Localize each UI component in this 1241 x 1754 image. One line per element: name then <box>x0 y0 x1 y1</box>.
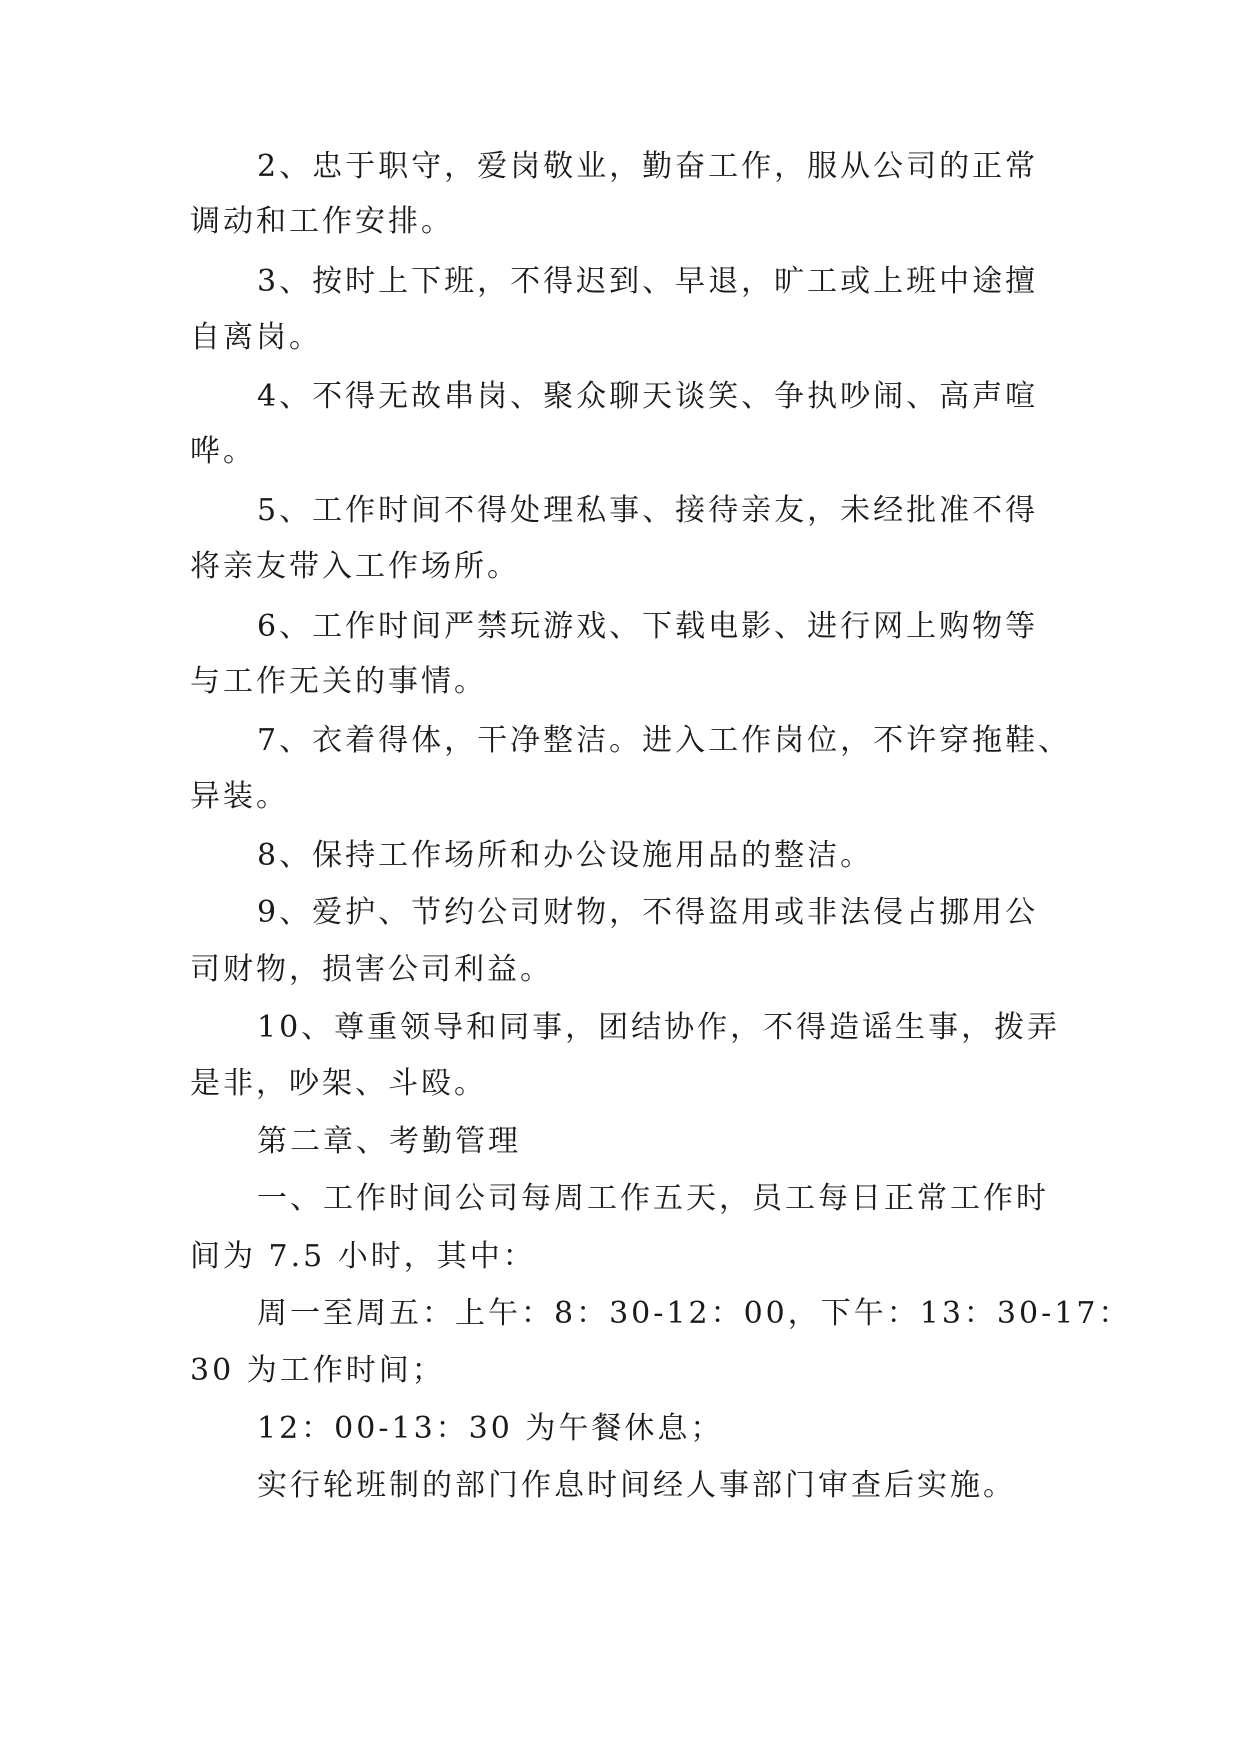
chapter-2-heading: 第二章、考勤管理 <box>257 1124 521 1159</box>
rule-10-line-1: 10、尊重领导和同事，团结协作，不得造谣生事，拨弄 <box>257 1010 1061 1045</box>
rule-9-line-2: 司财物，损害公司利益。 <box>190 952 553 987</box>
rule-5-line-2: 将亲友带入工作场所。 <box>190 549 520 584</box>
schedule-line-1: 周一至周五：上午：8：30-12：00，下午：13：30-17： <box>257 1296 1132 1331</box>
rule-3-line-2: 自离岗。 <box>190 320 322 355</box>
rule-5-line-1: 5、工作时间不得处理私事、接待亲友，未经批准不得 <box>257 493 1039 528</box>
work-time-line-2: 间为 7.5 小时，其中： <box>190 1239 536 1274</box>
rule-6-line-1: 6、工作时间严禁玩游戏、下载电影、进行网上购物等 <box>257 609 1039 644</box>
rule-7-line-1: 7、衣着得体，干净整洁。进入工作岗位，不许穿拖鞋、 <box>257 723 1072 758</box>
work-time-line-1: 一、工作时间公司每周工作五天，员工每日正常工作时 <box>257 1181 1049 1216</box>
rule-2-line-1: 2、忠于职守，爱岗敬业，勤奋工作，服从公司的正常 <box>257 149 1039 184</box>
rule-7-line-2: 异装。 <box>190 779 289 814</box>
shift-rule-line: 实行轮班制的部门作息时间经人事部门审查后实施。 <box>257 1468 1016 1503</box>
rule-2-line-2: 调动和工作安排。 <box>190 204 454 239</box>
rule-4-line-2: 哗。 <box>190 434 256 469</box>
schedule-line-2: 30 为工作时间； <box>190 1353 445 1388</box>
rule-10-line-2: 是非，吵架、斗殴。 <box>190 1066 487 1101</box>
rule-6-line-2: 与工作无关的事情。 <box>190 664 487 699</box>
lunch-break-line: 12：00-13：30 为午餐休息； <box>257 1411 724 1446</box>
rule-3-line-1: 3、按时上下班，不得迟到、早退，旷工或上班中途擅 <box>257 264 1039 299</box>
rule-8-line-1: 8、保持工作场所和办公设施用品的整洁。 <box>257 838 874 873</box>
rule-9-line-1: 9、爱护、节约公司财物，不得盗用或非法侵占挪用公 <box>257 895 1039 930</box>
rule-4-line-1: 4、不得无故串岗、聚众聊天谈笑、争执吵闹、高声喧 <box>257 379 1039 414</box>
